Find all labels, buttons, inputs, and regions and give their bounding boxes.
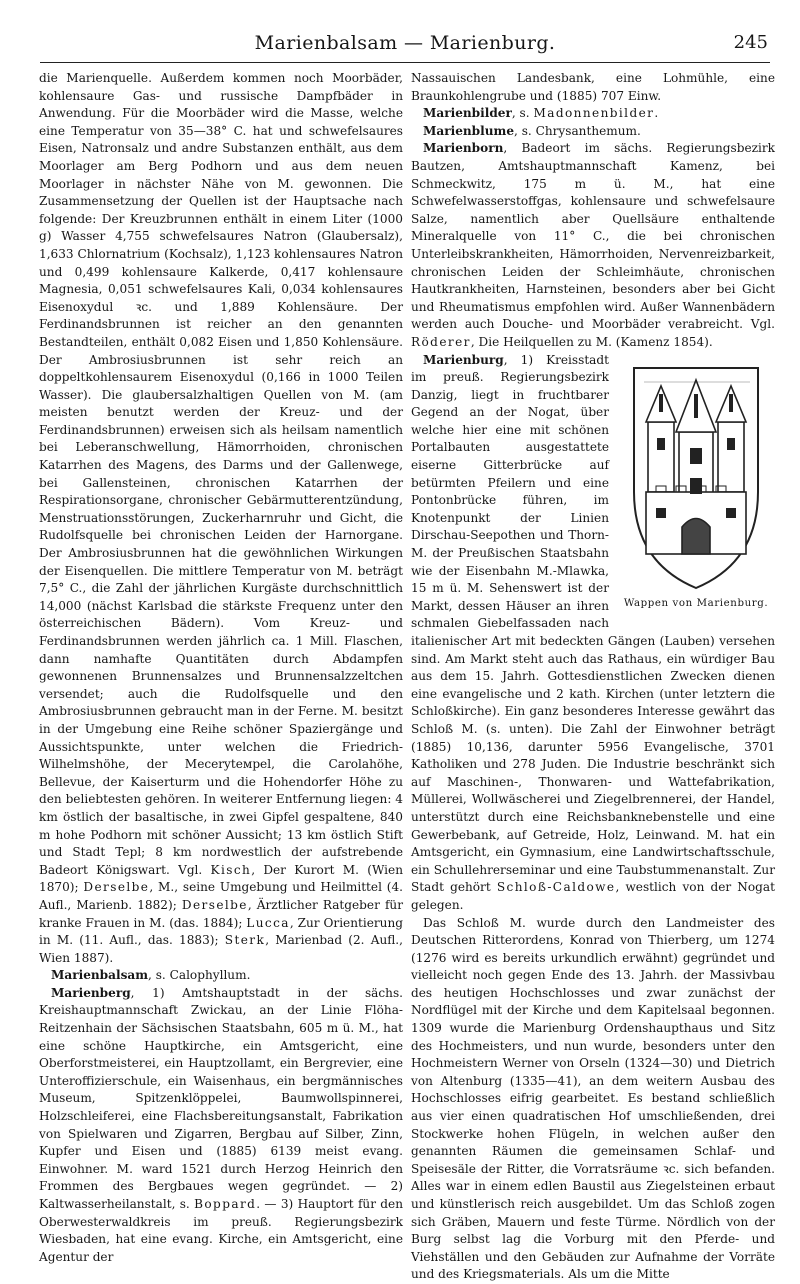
crest-caption: Wappen von Marienburg. xyxy=(623,597,769,609)
headword-marienblume: Marienblume xyxy=(423,123,515,138)
entry-marienbalsam xyxy=(39,967,403,985)
right-column xyxy=(411,70,775,1282)
marienbad-text-4: , Ärztlicher Ratgeber für kranke Frauen in M. (das. 1884); xyxy=(39,897,403,930)
entry-marienbad-continuation xyxy=(39,70,403,967)
entry-marienborn xyxy=(411,140,775,351)
marienburg-text: , 1) Kreisstadt im preuß. Regierungsbezirk Danzig, liegt in fruchtbarer Gegend an der Nogat, über welche hier eine mit schönen Portalbauten ausgestattete eiserne Gitterbrücke auf betürmten Pfeilern und eine Pontonbrücke führen, im Knotenpunkt der Linien Dirschau-Seepothen und Thorn-M. der Preußischen Staatsbahn wie der Eisenbahn M.-Mlawka, 15 m ü. M. Sehenswert ist der Markt, dessen Häuser an ihren schmalen Giebelfassaden nach italienischer Art mit bedeckten Gängen (Lauben) versehen sind. Am Markt steht auch das Rathaus, ein würdiger Bau aus dem 15. Jahrh. Gottesdienstlichen Zwecken dienen eine evangelische und 2 kath. Kirchen (unter letztern die Schloßkirche). Ein ganz besonderes Interesse gewährt das Schloß M. (s. unten). Die Zahl der Einwohner beträgt (1885) 10,136, darunter 5956 Evangelische, 3701 Katholiken und 278 Juden. Die Industrie beschränkt sich auf Maschinen-, Thonwaren- und Wattefabrikation, Müllerei, Wollwäscherei und Ziegelbrennerei, der Handel, unterstützt durch eine Reichsbanknebenstelle und eine Gewerbebank, auf Getreide, Holz, Leinwand. M. hat ein Amtsgericht, ein Gymnasium, eine Landwirtschaftsschule, ein Schullehrerseminar und eine Taubstummenanstalt. Zur Stadt gehört xyxy=(411,352,775,895)
crossref-schloss-caldowe: Schloß-Caldowe xyxy=(496,880,616,895)
headword-marienbilder: Marienbilder xyxy=(423,106,512,121)
author-kisch: Kisch xyxy=(210,862,252,877)
headword-marienbalsam: Marienbalsam xyxy=(51,968,149,983)
headword-marienberg: Marienberg xyxy=(51,985,131,1000)
marienbad-text-3: , M., seine Umgebung und Heilmittel (4. Aufl., Marienb. 1882); xyxy=(39,880,404,912)
author-sterk: Sterk xyxy=(224,933,266,948)
author-lucca: Lucca xyxy=(246,915,290,930)
crossref-madonnenbilder: Madonnenbilder xyxy=(533,106,655,121)
author-derselbe-1: Derselbe xyxy=(83,880,150,895)
marienburg-crest-icon xyxy=(626,362,766,594)
author-roederer: Röderer xyxy=(411,334,471,349)
entry-marienberg-continuation: Nassauischen Landesbank, eine Lohmühle, eine Braunkohlengrube und (1885) 707 Einw. xyxy=(411,71,775,103)
marienborn-text: , Badeort im sächs. Regierungsbezirk Bautzen, Amtshauptmannschaft Kamenz, bei Schmeckwitz, 175 m ü. M., hat eine Schwefelwasserstoffgas, kohlensaure und schwefelsaure Salze, namentlich aber Quellsäure enthaltende Mineralquelle von 11° C., die bei chronischen Unterleibskrankheiten, Hämorrhoiden, Nervenreizbarkeit, chronischen Leiden der Schleimhäute, chronischen Hautkrankheiten, Harnsteinen, besonders aber bei Gicht und Rheumatismus empfohlen wird. Außer Wannenbädern werden auch Douche- und Moorbäder verabreicht. Vgl. xyxy=(411,141,775,332)
marienberg-text-2: . — 3) Hauptort für den Oberwesterwaldkreis im preuß. Regierungsbezirk Wiesbaden, hat eine evang. Kirche, ein Amtsgericht, eine Agentur der xyxy=(39,1197,403,1264)
marienbad-text: die Marienquelle. Außerdem kommen noch Moorbäder, kohlensaure Gas- und russische Dampfbäder in Anwendung. Für die Moorbäder wird die Masse, welche eine Temperatur von 35—38° C. hat und schwefelsaures Eisen, Natronsalz und andre Substanzen enthält, aus dem Moorlager am Berg Podhorn und aus dem neuen Moorlager in nächster Nähe von M. gewonnen. Die Zusammensetzung der Quellen ist der Hauptsache nach folgende: Der Kreuzbrunnen enthält in einem Liter (1000 g) Wasser 4,755 schwefelsaures Natron (Glaubersalz), 1,633 Chlornatrium (Kochsalz), 1,123 kohlensaures Natron und 0,499 kohlensaure Kalkerde, 0,417 kohlensaure Magnesia, 0,051 schwefelsaures Kali, 0,034 kohlensaures Eisenoxydul ꝛc. und 1,889 Kohlensäure. Der Ferdinandsbrunnen ist reicher an den genannten Bestandteilen, enthält 0,082 Eisen und 1,850 Kohlensäure. Der Ambrosiusbrunnen ist sehr reich an doppeltkohlensaurem Eisenoxydul (0,166 in 1000 Teilen Wasser). Die glaubersalzhaltigen Quellen von M. (am meisten benutzt werden der Kreuz- und der Ferdinandsbrunnen) erweisen sich als heilsam namentlich bei Leberanschwellung, Hämorrhoiden, chronischen Katarrhen des Magens, des Darms und der Gallenwege, bei Gallensteinen, chronischen Katarrhen der Respirationsorgane, chronischer Gebärmutterentzündung, Menstruationsstörungen, Zuckerharnruhr und Gicht, die Rudolfsquelle bei chronischen Leiden der Harnorgane. Der Ambrosiusbrunnen hat die gewöhnlichen Wirkungen der Eisenquellen. Die mittlere Temperatur von M. beträgt 7,5° C., die Zahl der jährlichen Kurgäste durchschnittlich 14,000 (nächst Karlsbad die stärkste Frequenz unter den österreichischen Bädern). Vom Kreuz- und Ferdinandsbrunnen werden jährlich ca. 1 Mill. Flaschen, dann namhafte Quantitäten durch Abdampfen gewonnenen Brunnensalzes und Brunnensalzzeltchen versendet; auch die Rudolfsquelle und den Ambrosiusbrunnen gebraucht man in der Ferne. M. besitzt in der Umgebung eine Reihe schöner Spaziergänge und Aussichtspunkte, unter welchen die Friedrich-Wilhelmshöhe, der Meceryteмpel, die Carolahöhe, Bellevue, der Kaiserturm und die Hohendorfer Höhe zu den beliebtesten gehören. In weiterer Entfernung liegen: 4 km östlich der basaltische, in zwei Gipfel gespaltene, 840 m hohe Podhorn mit schöner Aussicht; 13 km östlich Stift und Stadt Tepl; 8 km nordwestlich der aufstrebende Badeort Königswart. Vgl. xyxy=(39,71,403,877)
marienbad-text-5: , Zur Orientierung in M. (11. Aufl., das. 1883); xyxy=(39,915,403,948)
marienbad-text-2: , Der Kurort M. (Wien 1870); xyxy=(39,862,403,895)
marienbilder-text: , s. xyxy=(511,106,534,121)
page-number: 245 xyxy=(733,32,768,53)
running-header xyxy=(40,32,770,63)
marienbad-text-6: , Marienbad (2. Aufl., Wien 1887). xyxy=(39,933,403,965)
headword-marienborn: Marienborn xyxy=(423,141,504,156)
entry-schloss-marienburg: Das Schloß M. wurde durch den Landmeister des Deutschen Ritterordens, Konrad von Thierberg, um 1274 (1276 wird es bereits urkundlich erwähnt) gegründet und vielleicht noch gegen Ende des 13. Jahrh. der Massivbau des heutigen Hochschlosses und zwar zunächst der Nordflügel mit der Kirche und dem Kapitelsaal begonnen. 1309 wurde die Marienburg Ordenshaupthaus und Sitz des Hochmeisters, und nun wurde, besonders unter den Hochmeistern Werner von Orseln (1324—30) und Dietrich von Altenburg (1335—41), an dem weitern Ausbau des Hochschlosses eifrig gearbeitet. Es bestand schließlich aus vier einen quadratischen Hof umschließenden, drei Stockwerke hohen Flügeln, in welchen außer den genannten Räumen die gemeinsamen Schlaf- und Speisesäle der Ritter, die Vorratsräume ꝛc. sich befanden. Alles war in einem edlen Baustil aus Ziegelsteinen erbaut und künstlerisch reich ausgebildet. Um das Schloß zogen sich Gräben, Mauern und feste Türme. Nördlich von der Burg selbst lag die Vorburg mit den Pferde- und Viehställen und den Gebäuden zur Aufnahme der Vorräte und des Kriegsmaterials. Als um die Mitte xyxy=(411,915,775,1282)
crossref-boppard: Boppard xyxy=(194,1197,257,1211)
entry-marienberg xyxy=(39,985,403,1267)
left-column xyxy=(39,70,403,1270)
author-derselbe-2: Derselbe xyxy=(181,897,248,912)
marienbalsam-text: , s. Calophyllum. xyxy=(148,968,251,983)
running-title: Marienbalsam — Marienburg. xyxy=(254,32,556,54)
entry-marienbilder xyxy=(411,105,775,123)
marienburg-text-2: , westlich von der Nogat gelegen. xyxy=(411,880,775,912)
entry-marienblume xyxy=(411,123,775,141)
marienborn-text-2: , Die Heilquellen zu M. (Kamenz 1854). xyxy=(470,334,713,349)
headword-marienburg: Marienburg xyxy=(423,352,504,367)
marienberg-text: , 1) Amtshauptstadt in der sächs. Kreishauptmannschaft Zwickau, an der Linie Flöha-Reitzenhain der Sächsischen Staatsbahn, 605 m ü. M., hat eine schöne Hauptkirche, ein Amtsgericht, eine Oberforstmeisterei, ein Hauptzollamt, ein Bergrevier, eine Unteroffizierschule, ein Waisenhaus, ein bergmännisches Museum, Spitzenklöppelei, Baumwollspinnerei, Holzschleiferei, eine Flachsbereitungsanstalt, Fabrikation von Spielwaren und Zigarren, Bergbau auf Silber, Zinn, Kupfer und Eisen und (1885) 6139 meist evang. Einwohner. M. ward 1521 durch Herzog Heinrich den Frommen des Bergbaues wegen gegründet. — 2) Kaltwasserheilanstalt, s. xyxy=(39,985,403,1211)
entry-marienburg xyxy=(411,352,775,915)
marienblume-text: , s. Chrysanthemum. xyxy=(514,123,641,138)
marienbilder-text-2: . xyxy=(654,106,659,121)
coat-of-arms-figure xyxy=(617,360,775,628)
